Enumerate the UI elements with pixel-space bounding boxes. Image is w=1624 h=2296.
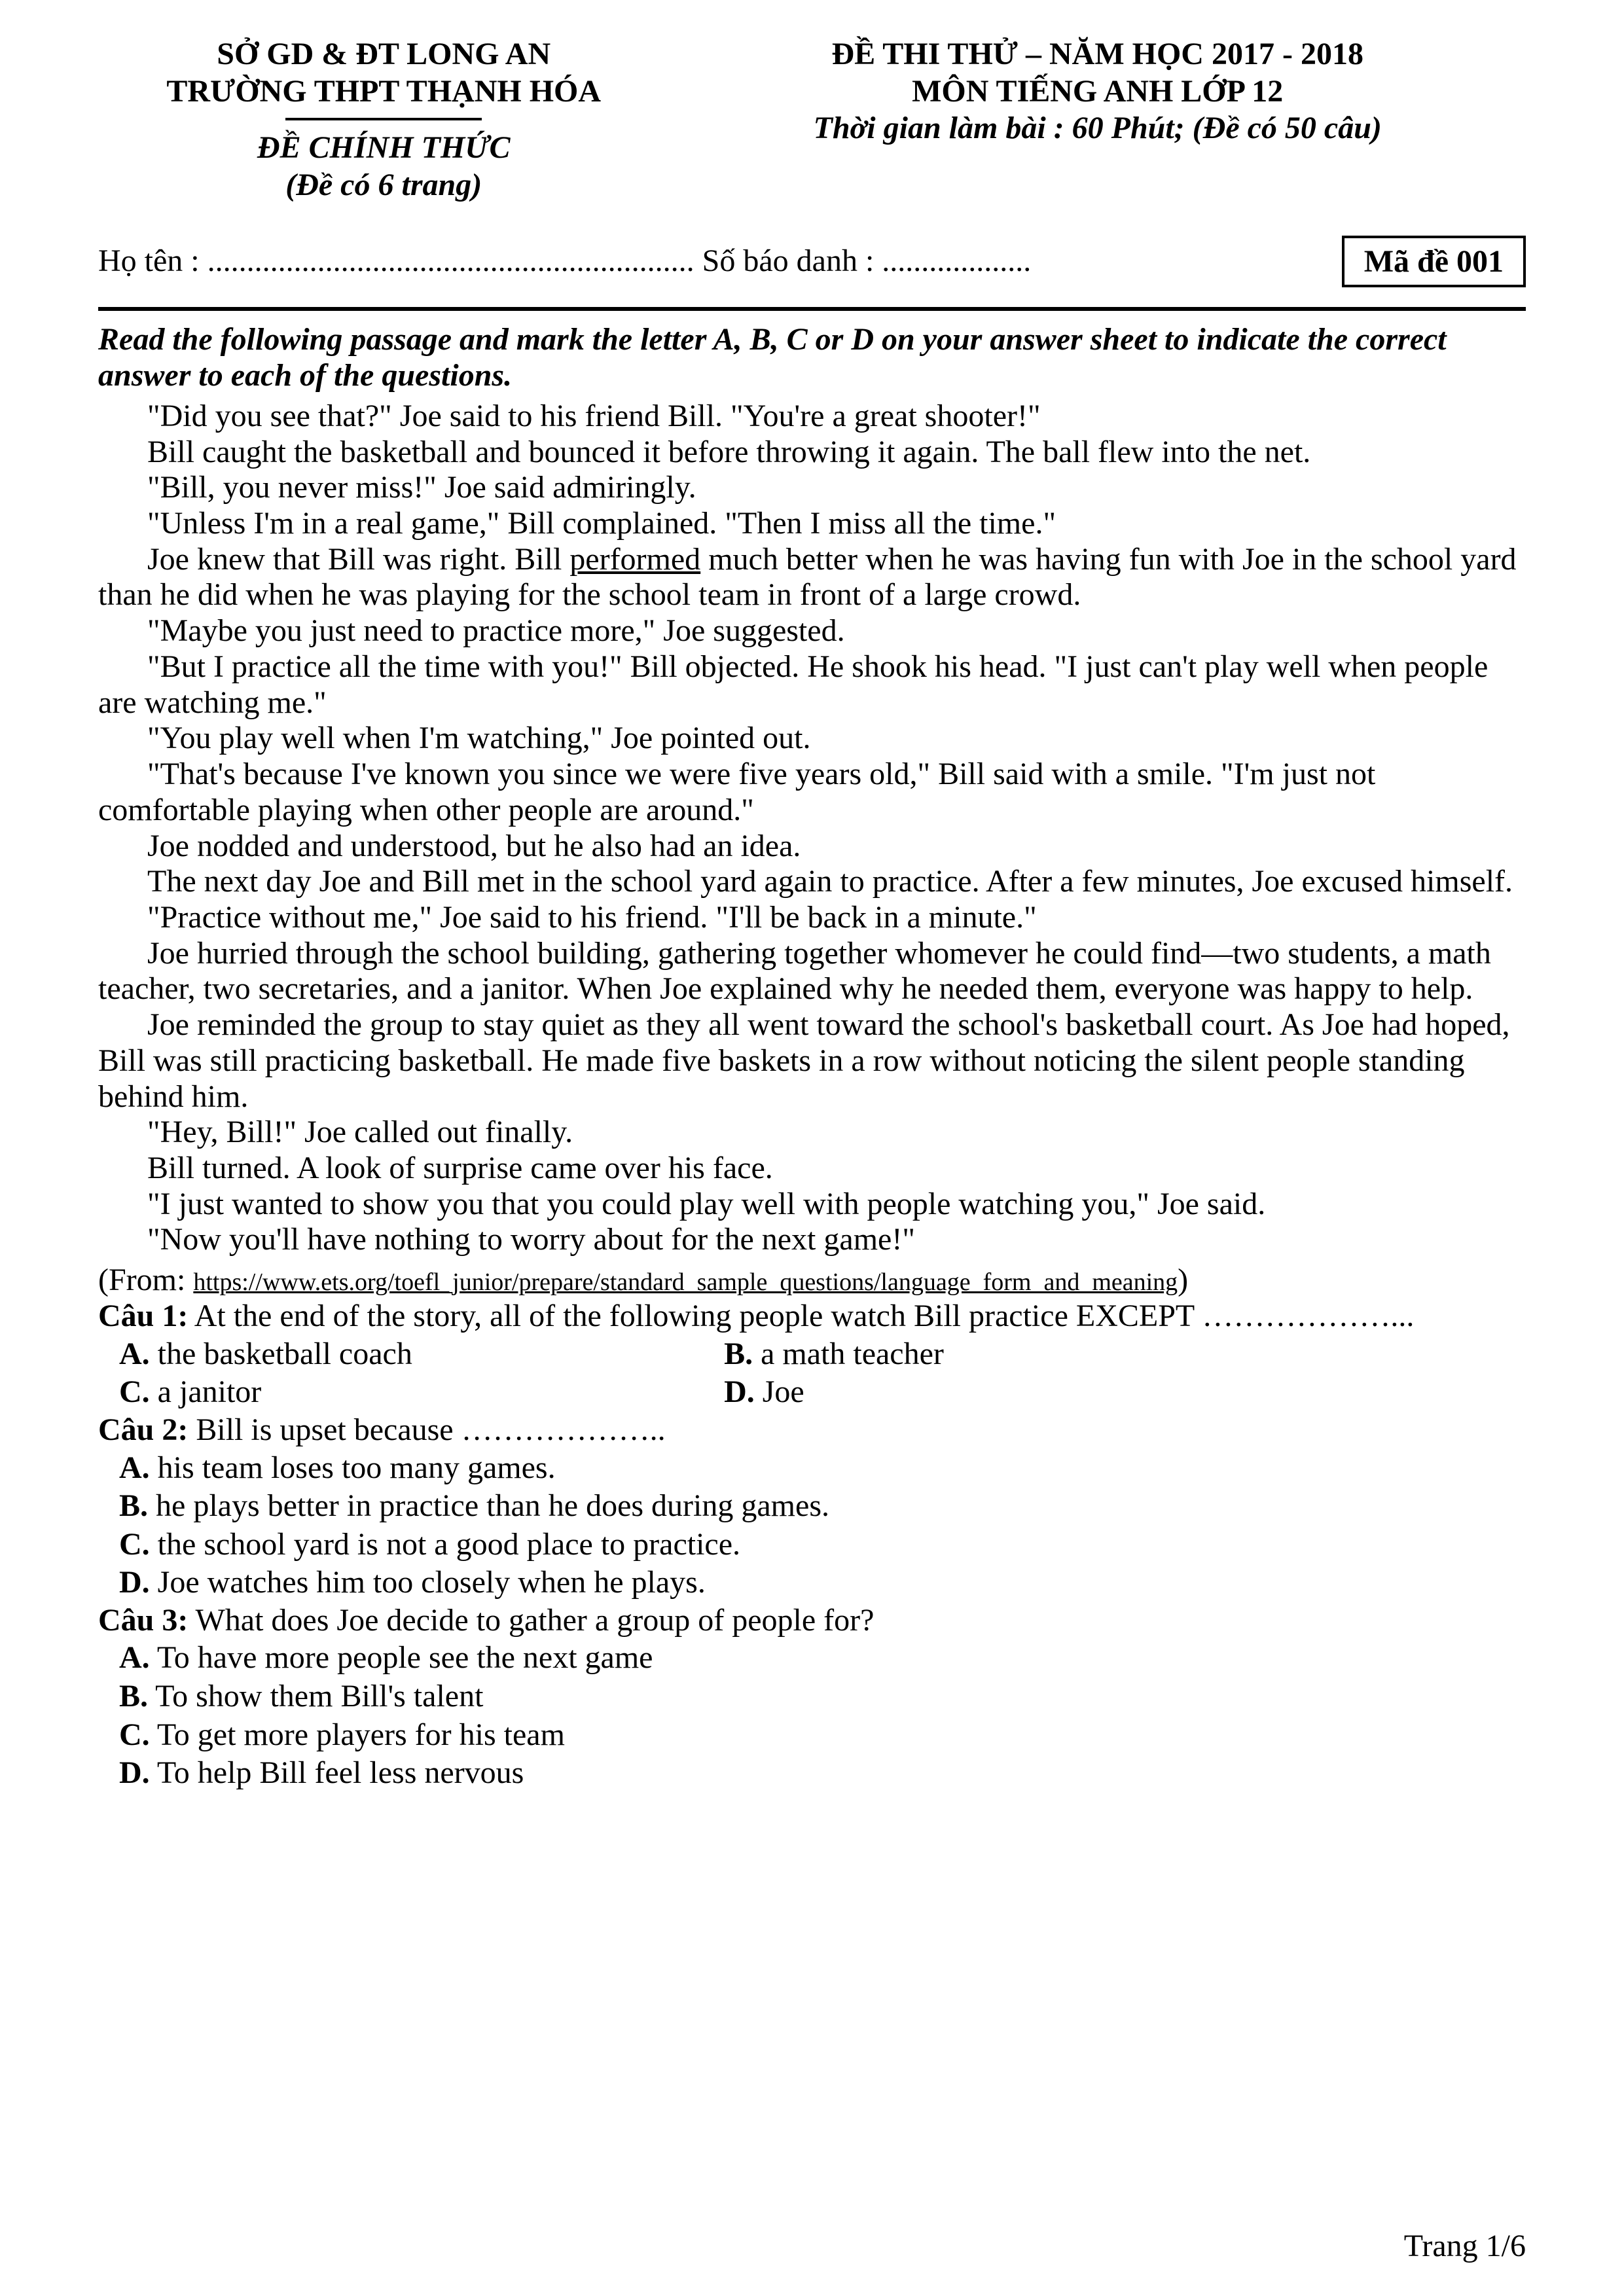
header-right-block xyxy=(669,36,1526,147)
option-text: Joe watches him too closely when he plays. xyxy=(157,1565,706,1600)
option-letter: D. xyxy=(119,1565,150,1600)
question-options xyxy=(98,1639,1526,1792)
exam-subject: MÔN TIẾNG ANH LỚP 12 xyxy=(912,73,1284,109)
question-stem xyxy=(98,1298,1526,1335)
option-text: his team loses too many games. xyxy=(157,1450,556,1485)
passage-paragraph: "Maybe you just need to practice more," Joe suggested. xyxy=(147,613,845,649)
passage-source xyxy=(98,1262,1526,1298)
student-info-row xyxy=(98,236,1526,287)
passage-paragraph xyxy=(98,542,1526,613)
option-d xyxy=(724,1373,1526,1412)
passage-paragraph: Joe reminded the group to stay quiet as they all went toward the school's basketball court. As Joe had hoped, Bill was still practicing basketball. He made five baskets in a row without noticing the silent people standing behind him. xyxy=(98,1007,1510,1114)
source-prefix: (From: xyxy=(98,1263,194,1298)
question-number: Câu 3: xyxy=(98,1602,189,1638)
question-text: What does Joe decide to gather a group of people for? xyxy=(195,1602,875,1638)
option-c xyxy=(119,1526,1526,1564)
option-text: To have more people see the next game xyxy=(156,1640,653,1676)
source-suffix: ) xyxy=(1178,1263,1189,1298)
option-letter: D. xyxy=(724,1374,755,1410)
option-text: a math teacher xyxy=(761,1336,944,1371)
passage-paragraph: "That's because I've known you since we were five years old," Bill said with a smile. "I'm just not comfortable playing when other people are around." xyxy=(98,757,1376,827)
header-left-block xyxy=(98,36,669,204)
passage-paragraph: "Practice without me," Joe said to his friend. "I'll be back in a minute." xyxy=(147,899,1037,935)
option-letter: C. xyxy=(119,1526,150,1562)
option-text: a janitor xyxy=(157,1374,262,1410)
question-stem xyxy=(98,1412,1526,1449)
option-letter: B. xyxy=(119,1679,149,1714)
option-d xyxy=(119,1564,1526,1602)
department-name: SỞ GD & ĐT LONG AN xyxy=(217,37,551,71)
passage-paragraph: "You play well when I'm watching," Joe pointed out. xyxy=(147,721,811,756)
question-number: Câu 1: xyxy=(98,1299,189,1334)
option-d xyxy=(119,1754,1526,1793)
underlined-word: performed xyxy=(569,541,701,577)
pages-note: (Đề có 6 trang) xyxy=(285,167,482,202)
passage-paragraph: Joe nodded and understood, but he also had an idea. xyxy=(147,828,801,863)
section-separator-line xyxy=(98,307,1526,311)
question-text: Bill is upset because ……………….. xyxy=(196,1412,666,1448)
question-text: At the end of the story, all of the following people watch Bill practice EXCEPT ………………... xyxy=(194,1299,1415,1334)
option-text: To get more players for his team xyxy=(156,1717,565,1752)
source-url-link[interactable]: https://www.ets.org/toefl_junior/prepare/standard_sample_questions/language_form_and_meaning xyxy=(193,1268,1178,1297)
passage-paragraph: "I just wanted to show you that you could play well with people watching you," Joe said. xyxy=(147,1186,1266,1221)
question-stem xyxy=(98,1602,1526,1640)
question-options xyxy=(98,1449,1526,1602)
option-a xyxy=(119,1449,1526,1488)
option-a xyxy=(119,1335,724,1374)
passage-paragraph: Bill caught the basketball and bounced it before throwing it again. The ball flew into the net. xyxy=(147,434,1311,469)
question-3 xyxy=(98,1602,1526,1793)
exam-type-label: ĐỀ CHÍNH THỨC xyxy=(257,130,511,166)
option-b xyxy=(724,1335,1526,1374)
option-c xyxy=(119,1373,724,1412)
option-letter: A. xyxy=(119,1336,150,1371)
question-options xyxy=(98,1335,1526,1412)
school-name: TRƯỜNG THPT THẠNH HÓA xyxy=(166,73,602,109)
passage-paragraph: "Did you see that?" Joe said to his friend Bill. "You're a great shooter!" xyxy=(147,398,1041,433)
option-text: the school yard is not a good place to practice. xyxy=(157,1526,741,1562)
reading-passage xyxy=(98,399,1526,1258)
student-name-line: Họ tên : .............................................................. Số báo danh : ................... xyxy=(98,243,1032,279)
option-letter: D. xyxy=(119,1755,150,1791)
passage-paragraph: Bill turned. A look of surprise came over his face. xyxy=(147,1150,773,1185)
option-text: To help Bill feel less nervous xyxy=(156,1755,524,1791)
passage-paragraph: "Hey, Bill!" Joe called out finally. xyxy=(147,1115,573,1150)
passage-text: much better when he was having fun with Joe in the school yard than he did when he was playing for the school team in front of a large crowd. xyxy=(98,541,1517,613)
option-text: he plays better in practice than he does during games. xyxy=(156,1488,829,1524)
exam-title: ĐỀ THI THỬ – NĂM HỌC 2017 - 2018 xyxy=(831,37,1363,71)
option-letter: A. xyxy=(119,1450,150,1485)
question-2 xyxy=(98,1412,1526,1602)
question-number: Câu 2: xyxy=(98,1412,189,1448)
passage-paragraph: "Now you'll have nothing to worry about for the next game!" xyxy=(147,1222,915,1257)
option-letter: C. xyxy=(119,1374,150,1410)
passage-paragraph: "Unless I'm in a real game," Bill complained. "Then I miss all the time." xyxy=(147,506,1056,541)
option-b xyxy=(119,1677,1526,1716)
passage-paragraph: "But I practice all the time with you!" Bill objected. He shook his head. "I just can't play well when people are watching me." xyxy=(98,649,1489,720)
header-divider-line xyxy=(285,118,482,120)
passage-paragraph: Joe hurried through the school building, gathering together whomever he could find—two students, a math teacher, two secretaries, and a janitor. When Joe explained why he needed them, everyone was happy to help. xyxy=(98,935,1491,1007)
option-letter: B. xyxy=(724,1336,753,1371)
section-instruction: Read the following passage and mark the letter A, B, C or D on your answer sheet to indicate the correct answer to each of the questions. xyxy=(98,321,1447,393)
option-text: the basketball coach xyxy=(157,1336,412,1371)
page-header xyxy=(98,36,1526,204)
option-letter: B. xyxy=(119,1488,149,1524)
exam-time-note: Thời gian làm bài : 60 Phút; (Đề có 50 câu) xyxy=(813,111,1382,146)
exam-code-box: Mã đề 001 xyxy=(1342,236,1526,287)
option-c xyxy=(119,1716,1526,1755)
question-1 xyxy=(98,1298,1526,1412)
passage-text: Joe knew that Bill was right. Bill xyxy=(147,541,570,577)
option-a xyxy=(119,1639,1526,1677)
page-number: Trang 1/6 xyxy=(1403,2229,1526,2263)
option-b xyxy=(119,1487,1526,1526)
option-text: To show them Bill's talent xyxy=(155,1679,484,1714)
option-letter: C. xyxy=(119,1717,150,1752)
option-letter: A. xyxy=(119,1640,150,1676)
passage-paragraph: The next day Joe and Bill met in the school yard again to practice. After a few minutes, Joe excused himself. xyxy=(147,864,1513,899)
option-text: Joe xyxy=(762,1374,804,1410)
passage-paragraph: "Bill, you never miss!" Joe said admiringly. xyxy=(147,470,696,505)
